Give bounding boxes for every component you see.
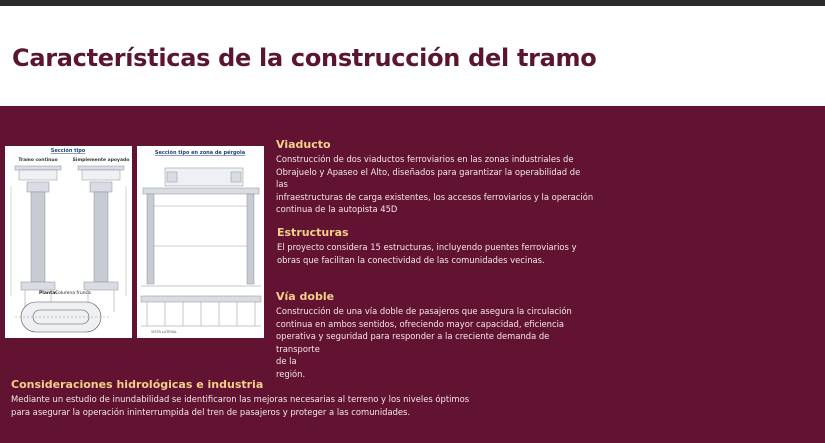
text-line: El proyecto considera 15 estructuras, incluyendo puentes ferroviarios y [277, 242, 577, 252]
text-line: continua en ambos sentidos, ofreciendo mayor capacidad, eficiencia [276, 318, 565, 329]
text-line: de la [276, 356, 297, 367]
drawing-left-plan-value: Columna frunca [55, 291, 91, 296]
drawing-left-plan [15, 302, 109, 332]
drawing-left-label-simple: Simplemente apoyado [72, 158, 130, 163]
section-hidrologicas [11, 378, 481, 418]
section-via-doble-text [276, 305, 594, 381]
section-drawing-left [5, 146, 132, 338]
drawing-left-plan-label: Planta: [39, 291, 58, 296]
text-line: operativa y seguridad para responder a la creciente demanda de transporte [276, 331, 550, 354]
section-drawing-right-svg [137, 146, 264, 338]
top-bar [0, 0, 825, 6]
drawing-right-bottom-label: VISTA LATERAL [151, 330, 178, 334]
drawing-right-side-view [141, 296, 261, 326]
text-line: Obrajuelo y Apaseo el Alto, diseñados para garantizar la operabilidad de las [276, 166, 581, 190]
drawing-left-label-continuous: Tramo continuo [18, 158, 58, 163]
section-estructuras-heading: Estructuras [277, 226, 349, 239]
text-line: continua de la autopista 45D [276, 204, 398, 215]
drawing-right-frame [141, 168, 261, 286]
text-line: Mediante un estudio de inundabilidad se identificaron las mejoras necesarias al terreno y los niveles óptimos [11, 394, 470, 404]
text-line: infraestructuras de carga existentes, los accesos ferroviarios y la operación [276, 191, 594, 202]
text-line: para asegurar la operación ininterrumpida del tren de pasajeros y proteger a las comunidades. [11, 406, 411, 417]
section-viaducto [276, 138, 594, 216]
section-hidrologicas-text [11, 393, 481, 418]
section-via-doble-heading: Vía doble [276, 290, 335, 303]
section-drawing-left-svg [5, 146, 132, 338]
section-estructuras-text [277, 241, 595, 266]
section-viaducto-heading: Viaducto [276, 138, 331, 151]
drawing-right-caption: Sección tipo en zona de pérgola [154, 150, 246, 156]
section-hidrologicas-heading: Consideraciones hidrológicas e industria [11, 378, 264, 391]
section-via-doble [276, 290, 594, 381]
section-viaducto-text [276, 153, 594, 216]
section-drawing-right [137, 146, 264, 338]
page-title: Características de la construcción del tramo [12, 44, 597, 72]
section-estructuras [277, 226, 595, 266]
drawing-left-caption: Sección tipo [50, 148, 86, 154]
text-line: Construcción de una vía doble de pasajeros que asegura la circulación [276, 306, 572, 316]
text-line: Construcción de dos viaductos ferroviarios en las zonas industriales de [276, 154, 574, 164]
text-line: región. [276, 368, 306, 379]
text-line: obras que facilitan la conectividad de las comunidades vecinas. [277, 254, 545, 265]
